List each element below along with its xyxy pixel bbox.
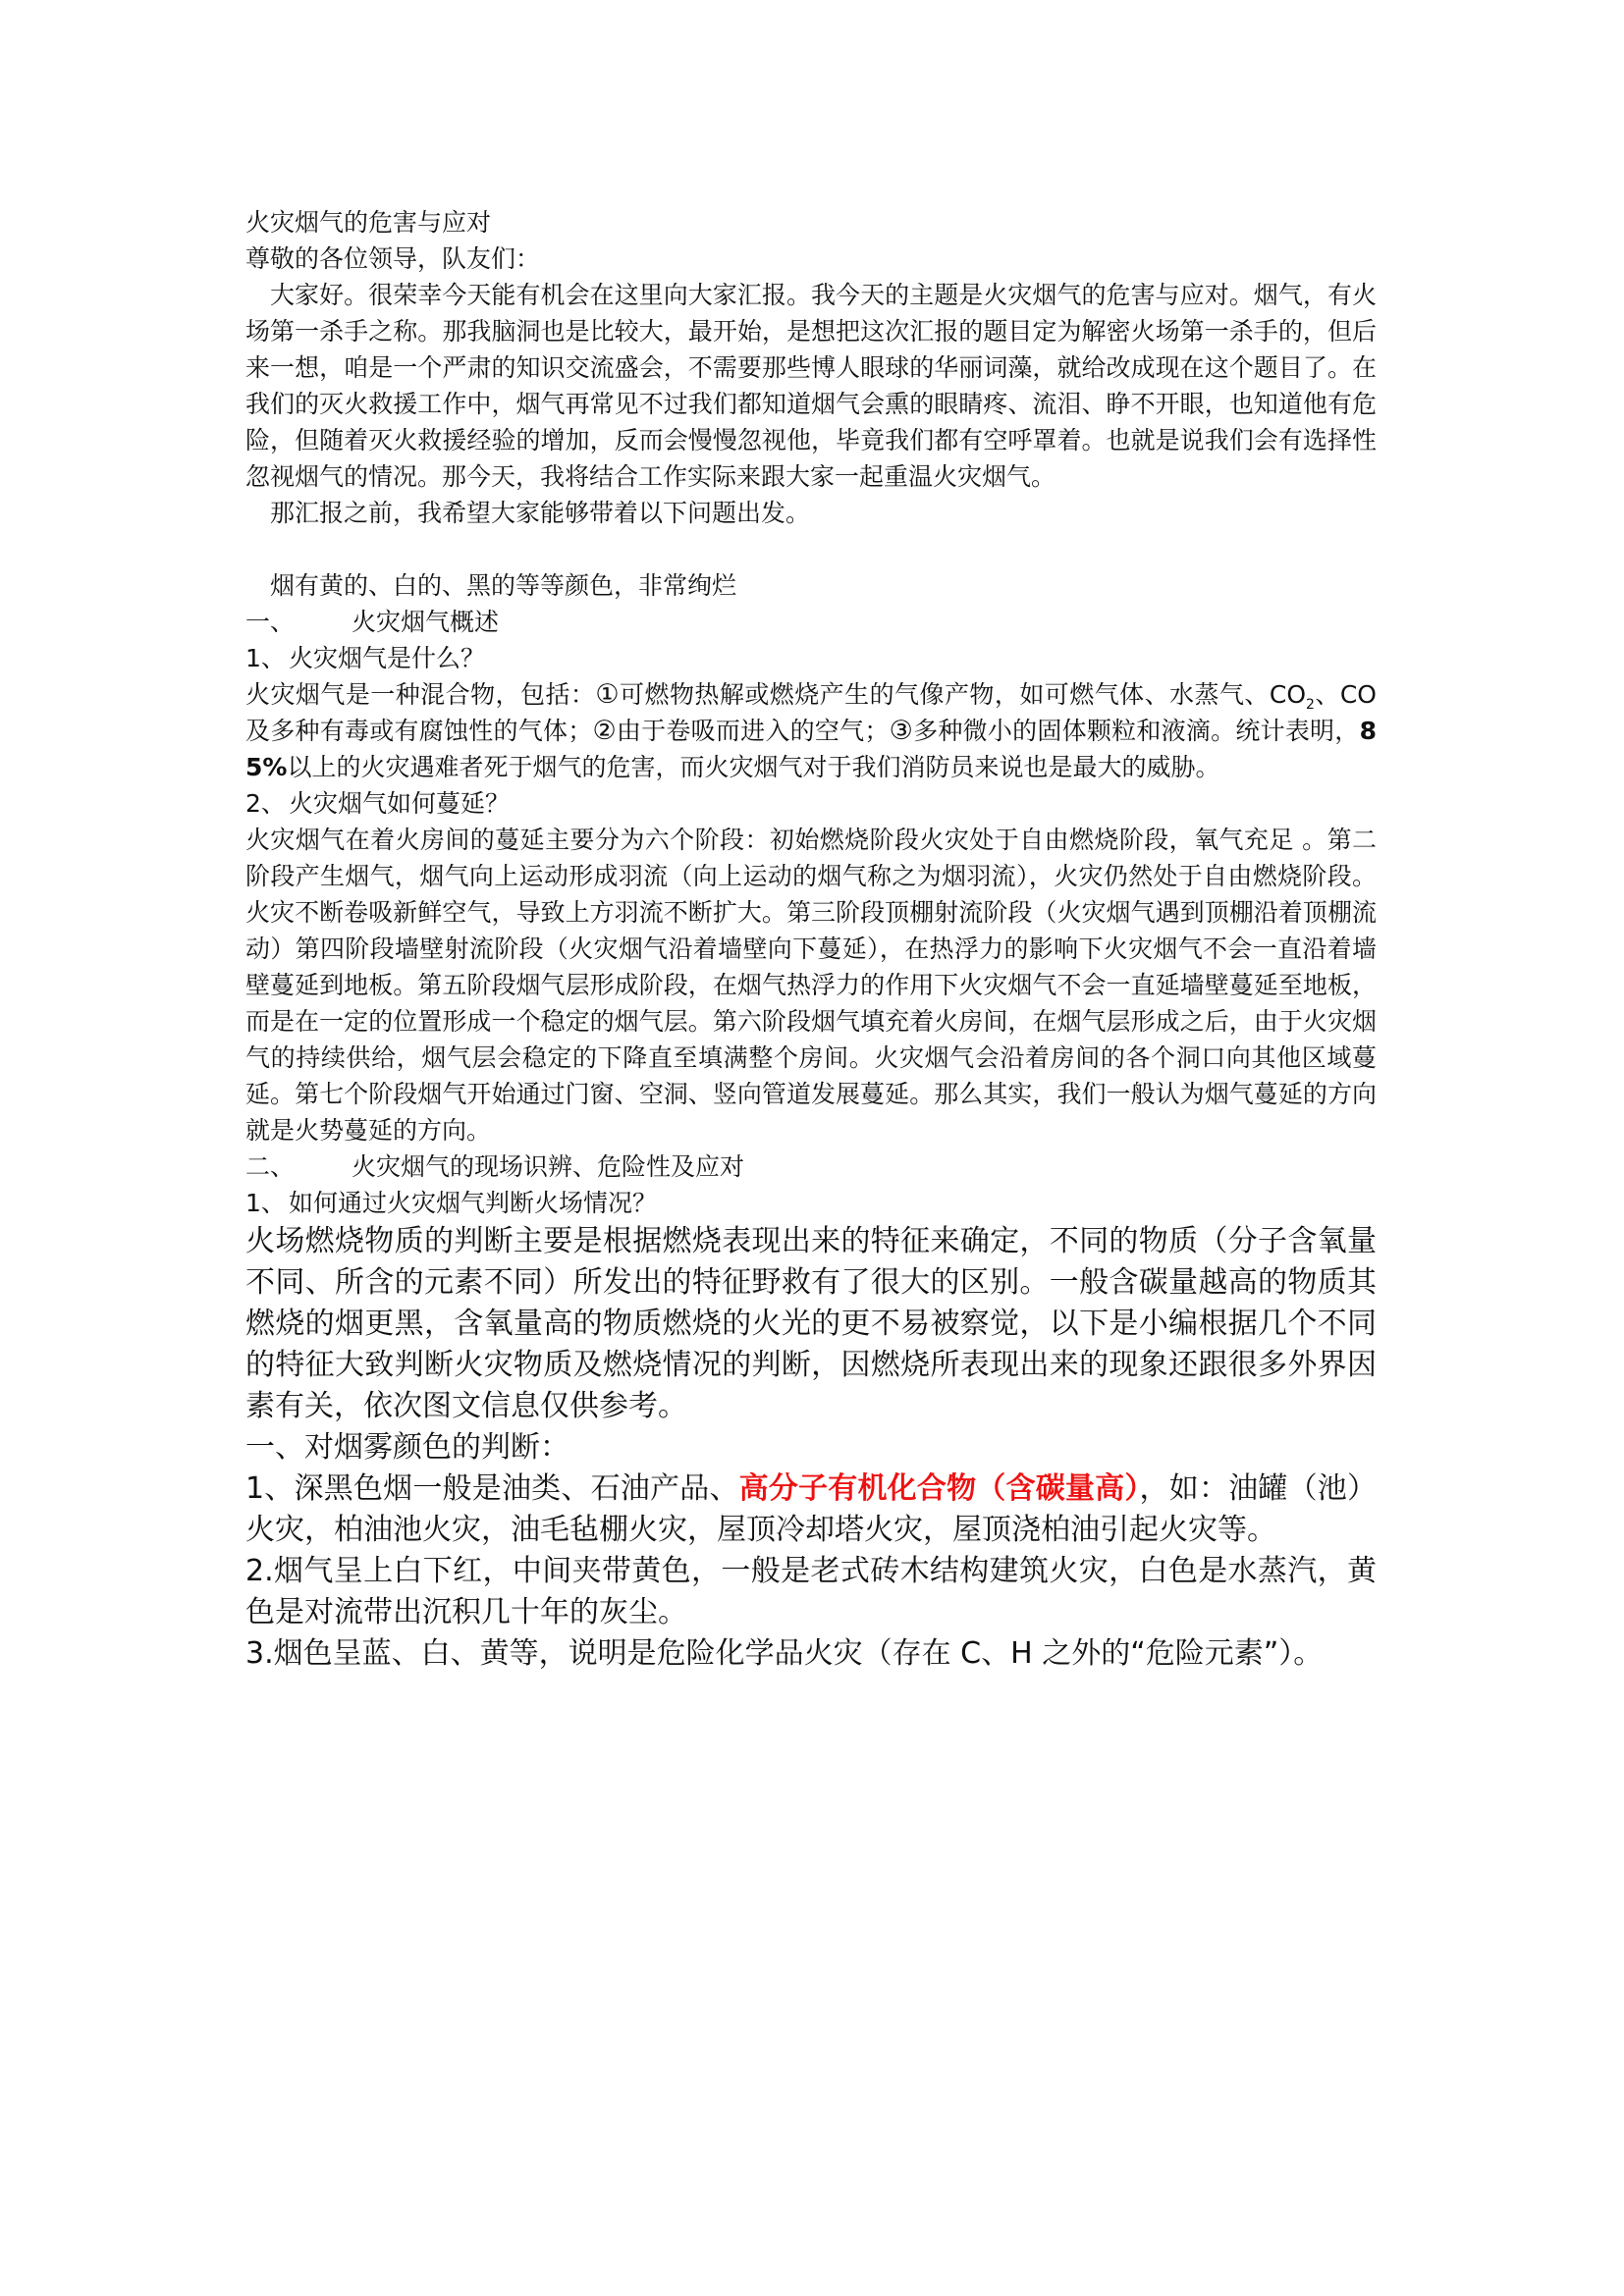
section2-title: 火灾烟气的现场识辨、危险性及应对 [352, 1152, 745, 1181]
text-run: 火灾烟气是一种混合物，包括： [245, 680, 596, 709]
section2-q1-number: 1、 [245, 1189, 286, 1217]
section2-q1-body: 火场燃烧物质的判断主要是根据燃烧表现出来的特征来确定，不同的物质（分子含氧量不同、所含的元素不同）所发出的特征野救有了很大的区别。一般含碳量越高的物质其燃烧的烟更黑，含氧量高的物质燃烧的火光的更不易被察觉，以下是小编根据几个不同的特征大致判断火灾物质及燃烧情况的判断，因燃烧所表现出来的现象还跟很多外界因素有关，依次图文信息仅供参考。 [245, 1224, 1377, 1423]
lead-in: 那汇报之前，我希望大家能够带着以下问题出发。 [270, 499, 811, 527]
section2-heading [245, 1148, 1377, 1185]
greeting: 尊敬的各位领导，队友们： [245, 244, 541, 273]
color-judgement-heading: 一、对烟雾颜色的判断： [245, 1430, 569, 1465]
circled-number-3: ③ [889, 716, 914, 746]
section1-title: 火灾烟气概述 [352, 608, 500, 636]
section1-q2-title: 火灾烟气如何蔓延？ [289, 789, 511, 818]
section1-q2-body: 火灾烟气在着火房间的蔓延主要分为六个阶段：初始燃烧阶段火灾处于自由燃烧阶段，氧气充足 。第二阶段产生烟气，烟气向上运动形成羽流（向上运动的烟气称之为烟羽流），火灾仍然处于自由燃烧阶段。火灾不断卷吸新鲜空气，导致上方羽流不断扩大。第三阶段顶棚射流阶段（火灾烟气遇到顶棚沿着顶棚流动）第四阶段墙壁射流阶段（火灾烟气沿着墙壁向下蔓延），在热浮力的影响下火灾烟气不会一直沿着墙壁蔓延到地板。第五阶段烟气层形成阶段，在烟气热浮力的作用下火灾烟气不会一直延墙壁蔓延至地板，而是在一定的位置形成一个稳定的烟气层。第六阶段烟气填充着火房间，在烟气层形成之后，由于火灾烟气的持续供给，烟气层会稳定的下降直至填满整个房间。火灾烟气会沿着房间的各个洞口向其他区域蔓延。第七个阶段烟气开始通过门窗、空洞、竖向管道发展蔓延。那么其实，我们一般认为烟气蔓延的方向就是火势蔓延的方向。 [245, 826, 1377, 1145]
smoke-colors-note: 烟有黄的、白的、黑的等等颜色，非常绚烂 [270, 571, 737, 600]
section1-q1-body [245, 676, 1377, 785]
text-run: 1、深黑色烟一般是油类、石油产品、 [245, 1471, 739, 1506]
text-run: 、CO 及多种有毒或有腐蚀性的气体； [245, 680, 1377, 745]
section1-q2-number: 2、 [245, 789, 286, 818]
color-item-3: 3.烟色呈蓝、白、黄等，说明是危险化学品火灾（存在 C、H 之外的“危险元素”）。 [245, 1636, 1324, 1671]
section2-q1-title: 如何通过火灾烟气判断火场情况？ [289, 1189, 658, 1217]
text-run: 以上的火灾遇难者死于烟气的危害，而火灾烟气对于我们消防员来说也是最大的威胁。 [287, 753, 1220, 781]
document-page [245, 204, 1377, 1675]
document-title: 火灾烟气的危害与应对 [245, 208, 492, 237]
statistic: 85% [245, 717, 1377, 781]
color-item-1 [245, 1468, 1377, 1551]
section1-q1-number: 1、 [245, 644, 286, 672]
section2-number: 二、 [245, 1152, 296, 1181]
subscript: 2 [1306, 697, 1315, 713]
section1-heading [245, 604, 1377, 640]
text-run: 由于卷吸而进入的空气； [616, 717, 890, 745]
section1-q1-heading [245, 640, 1377, 676]
section1-number: 一、 [245, 608, 296, 636]
color-item-2: 2.烟气呈上白下红，中间夹带黄色，一般是老式砖木结构建筑火灾，白色是水蒸汽，黄色是对流带出沉积几十年的灰尘。 [245, 1554, 1377, 1629]
circled-number-2: ② [592, 716, 617, 746]
section2-q1-heading [245, 1185, 1377, 1221]
section1-q1-title: 火灾烟气是什么？ [289, 644, 486, 672]
intro-paragraph: 大家好。很荣幸今天能有机会在这里向大家汇报。我今天的主题是火灾烟气的危害与应对。烟气，有火场第一杀手之称。那我脑洞也是比较大，最开始，是想把这次汇报的题目定为解密火场第一杀手的，但后来一想，咱是一个严肃的知识交流盛会，不需要那些博人眼球的华丽词藻，就给改成现在这个题目了。在我们的灭火救援工作中，烟气再常见不过我们都知道烟气会熏的眼睛疼、流泪、睁不开眼，也知道他有危险，但随着灭火救援经验的增加，反而会慢慢忽视他，毕竟我们都有空呼罩着。也就是说我们会有选择性忽视烟气的情况。那今天，我将结合工作实际来跟大家一起重温火灾烟气。 [245, 281, 1377, 491]
section1-q2-heading [245, 785, 1377, 822]
highlight-text: 高分子有机化合物（含碳量高） [738, 1471, 1140, 1506]
text-run: 多种微小的固体颗粒和液滴。统计表明， [913, 717, 1360, 745]
circled-number-1: ① [595, 679, 621, 710]
text-run: 可燃物热解或燃烧产生的气像产物，如可燃气体、水蒸气、CO [620, 680, 1307, 709]
spacer [245, 531, 1377, 567]
text-run: ，如：油罐（池）火灾，柏油池火灾，油毛毡棚火灾，屋顶冷却塔火灾，屋顶浇柏油引起火灾等。 [245, 1471, 1378, 1547]
